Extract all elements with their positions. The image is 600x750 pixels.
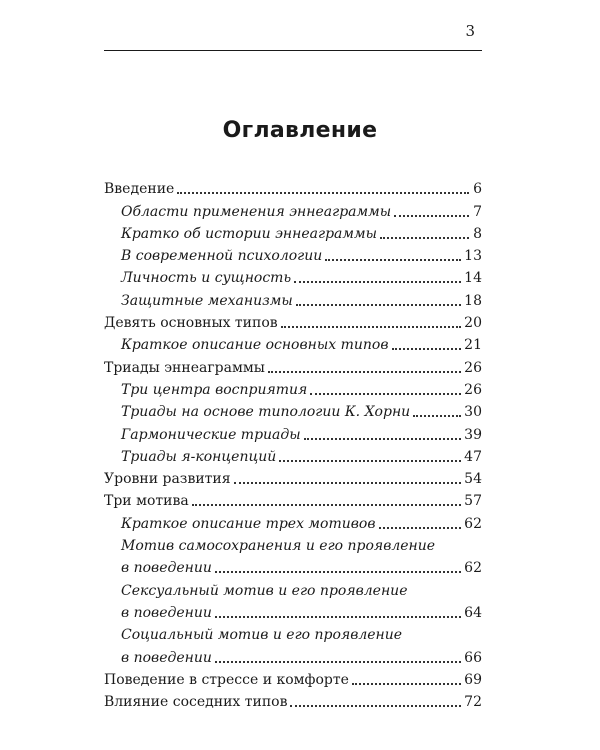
dot-leader	[215, 661, 461, 663]
table-of-contents	[104, 176, 482, 711]
toc-subentry[interactable]	[104, 510, 482, 532]
toc-page-number: 72	[464, 694, 482, 711]
dot-leader	[304, 438, 461, 440]
toc-page-number: 39	[464, 426, 482, 443]
toc-entry-label: В современной психологии	[121, 248, 323, 265]
dot-leader	[379, 527, 462, 529]
toc-entry-label: Триады эннеаграммы	[104, 359, 265, 376]
toc-entry-label: Личность и сущность	[121, 270, 292, 287]
toc-subentry[interactable]	[104, 377, 482, 399]
toc-page-number: 26	[464, 381, 482, 398]
toc-entry[interactable]	[104, 667, 482, 689]
toc-entry[interactable]	[104, 689, 482, 711]
toc-entry[interactable]	[104, 310, 482, 332]
toc-page-number: 18	[464, 292, 482, 309]
toc-subentry[interactable]	[104, 555, 482, 577]
toc-entry-label: Защитные механизмы	[121, 292, 293, 309]
toc-page-number: 64	[464, 604, 482, 621]
dot-leader	[394, 215, 469, 217]
dot-leader	[279, 460, 461, 462]
toc-entry-label: Девять основных типов	[104, 315, 278, 332]
dot-leader	[177, 192, 469, 194]
toc-entry[interactable]	[104, 176, 482, 198]
toc-subentry[interactable]	[104, 287, 482, 309]
dot-leader	[215, 616, 461, 618]
header-rule	[104, 50, 482, 51]
toc-entry-label: Влияние соседних типов	[104, 694, 288, 711]
toc-page-number: 20	[464, 315, 482, 332]
toc-page-number: 6	[473, 181, 482, 198]
dot-leader	[380, 237, 469, 239]
toc-entry-first-line[interactable]: Сексуальный мотив и его проявление	[121, 582, 408, 599]
dot-leader	[281, 326, 462, 328]
toc-page-number: 7	[473, 203, 482, 220]
page-number: 3	[465, 22, 475, 40]
dot-leader	[392, 348, 462, 350]
toc-page-number: 62	[464, 560, 482, 577]
toc-entry-label: Введение	[104, 181, 175, 198]
toc-page-number: 69	[464, 671, 482, 688]
toc-subentry[interactable]	[104, 243, 482, 265]
toc-entry[interactable]	[104, 466, 482, 488]
toc-entry-label: Кратко об истории эннеаграммы	[121, 225, 378, 242]
toc-subentry[interactable]	[104, 399, 482, 421]
toc-entry-label: в поведении	[121, 560, 212, 577]
dot-leader	[192, 504, 461, 506]
toc-page-number: 21	[464, 337, 482, 354]
toc-entry-label: Области применения эннеаграммы	[121, 203, 392, 220]
toc-page-number: 26	[464, 359, 482, 376]
dot-leader	[290, 705, 461, 707]
toc-entry[interactable]	[104, 488, 482, 510]
dot-leader	[268, 371, 461, 373]
toc-subentry[interactable]	[104, 332, 482, 354]
toc-page-number: 14	[464, 270, 482, 287]
toc-entry-label: Поведение в стрессе и комфорте	[104, 671, 349, 688]
toc-entry-label: Гармонические триады	[121, 426, 301, 443]
toc-page-number: 13	[464, 248, 482, 265]
toc-page-number: 57	[464, 493, 482, 510]
toc-subentry[interactable]	[104, 600, 482, 622]
toc-entry-label: Три центра восприятия	[121, 381, 308, 398]
toc-subentry[interactable]	[104, 198, 482, 220]
toc-subentry[interactable]	[104, 644, 482, 666]
toc-page-number: 30	[464, 404, 482, 421]
dot-leader	[296, 304, 461, 306]
toc-page-number: 8	[473, 225, 482, 242]
toc-page-number: 47	[464, 448, 482, 465]
page-title: Оглавление	[222, 118, 378, 143]
toc-entry-label: Уровни развития	[104, 471, 231, 488]
dot-leader	[352, 683, 461, 685]
toc-subentry[interactable]	[104, 444, 482, 466]
dot-leader	[294, 281, 461, 283]
toc-entry-first-line[interactable]: Социальный мотив и его проявление	[121, 627, 403, 644]
toc-entry-label: в поведении	[121, 649, 212, 666]
toc-entry-label: Три мотива	[104, 493, 189, 510]
toc-subentry[interactable]	[104, 421, 482, 443]
toc-entry-label: в поведении	[121, 604, 212, 621]
dot-leader	[310, 393, 461, 395]
toc-entry-label: Триады я-концепций	[121, 448, 277, 465]
dot-leader	[413, 415, 461, 417]
toc-entry-label: Краткое описание основных типов	[121, 337, 389, 354]
toc-subentry[interactable]	[104, 221, 482, 243]
dot-leader	[234, 482, 462, 484]
dot-leader	[325, 259, 461, 261]
toc-entry-label: Краткое описание трех мотивов	[121, 515, 376, 532]
toc-entry-first-line[interactable]: Мотив самосохранения и его проявление	[121, 538, 436, 555]
toc-page-number: 66	[464, 649, 482, 666]
toc-page-number: 54	[464, 471, 482, 488]
toc-page-number: 62	[464, 515, 482, 532]
toc-subentry[interactable]	[104, 265, 482, 287]
toc-entry-label: Триады на основе типологии К. Хорни	[121, 404, 411, 421]
dot-leader	[215, 571, 461, 573]
toc-entry[interactable]	[104, 354, 482, 376]
